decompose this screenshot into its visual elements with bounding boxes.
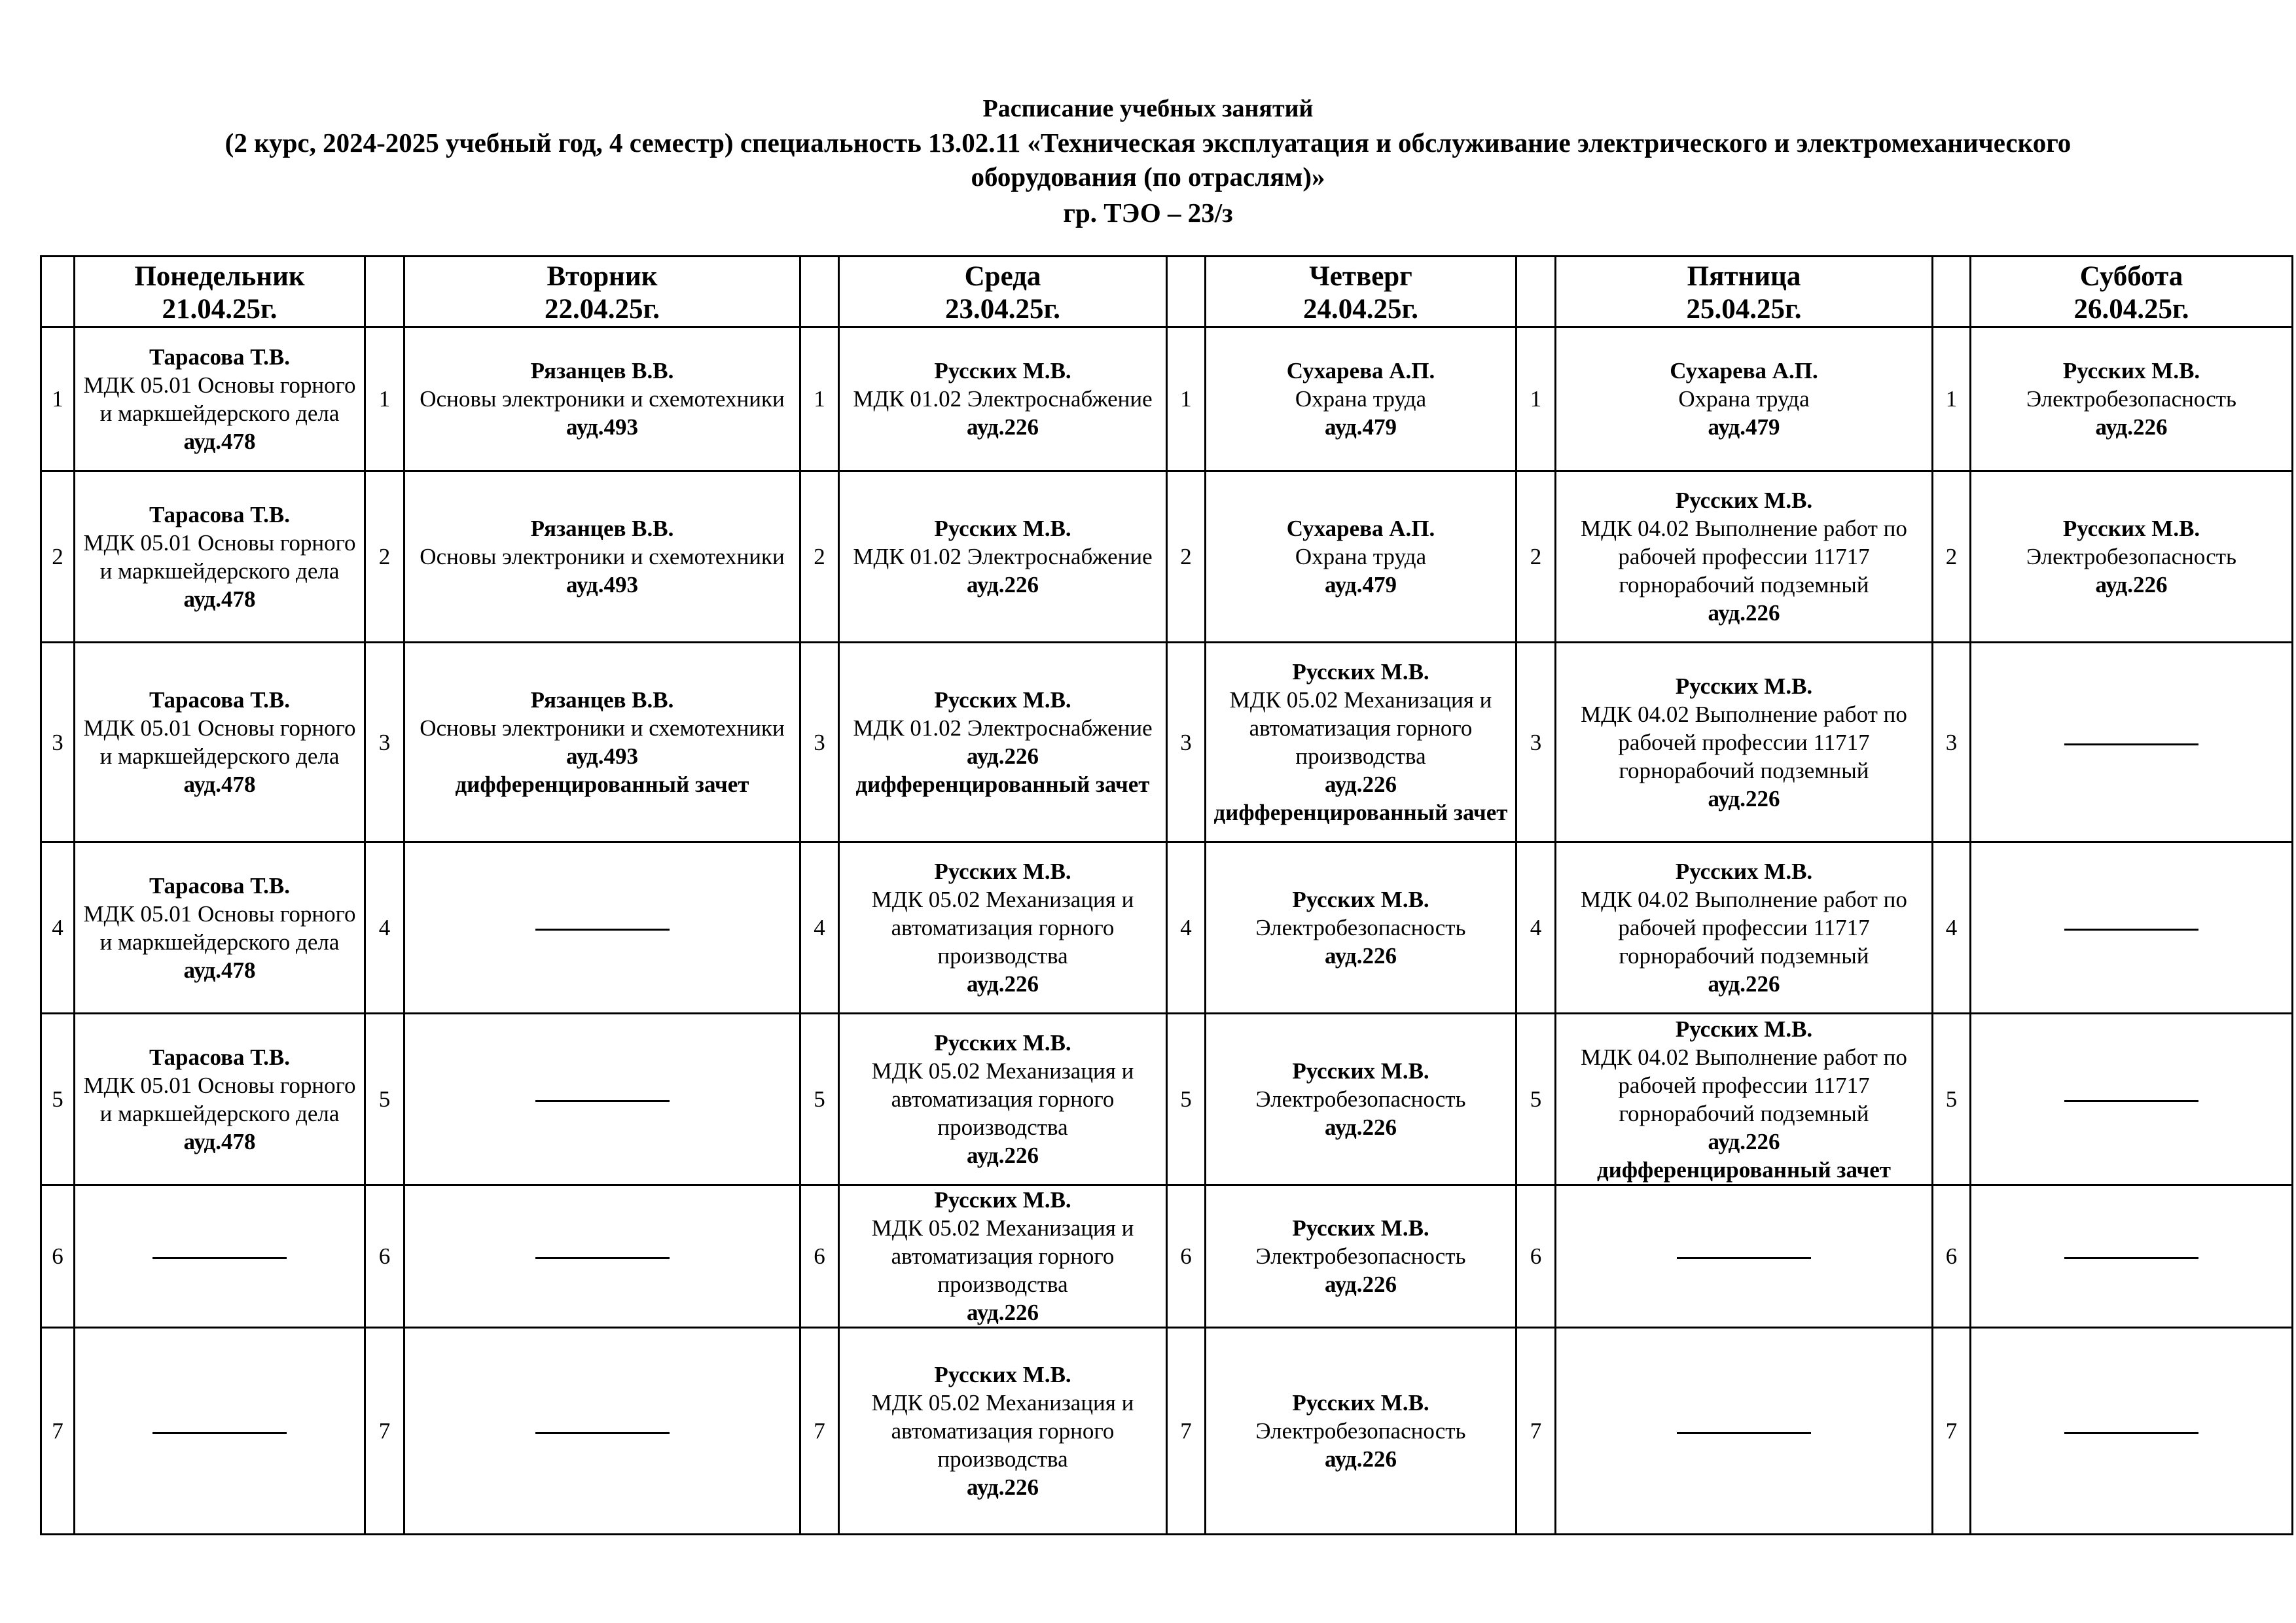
empty-slot [404,1328,800,1535]
teacher-name: Сухарева А.П. [1286,358,1435,383]
subject-name: Охрана труда [1295,386,1427,412]
pair-number: 4 [1516,842,1556,1014]
room-number: ауд.226 [1325,1272,1397,1297]
room-number: ауд.226 [2095,572,2168,597]
pair-number-header [1516,257,1556,327]
pair-number: 6 [1167,1185,1206,1328]
teacher-name: Русских М.В. [934,1187,1071,1213]
day-header [1206,257,1516,327]
teacher-name: Русских М.В. [934,859,1071,884]
room-number: ауд.226 [967,971,1039,997]
exam-note: дифференцированный зачет [1213,800,1508,825]
room-number: ауд.226 [1708,1128,1780,1154]
day-date: 25.04.25г. [1686,293,1802,325]
pair-number: 4 [1167,842,1206,1014]
subject-name: Основы электроники и схемотехники [420,544,785,569]
day-name: Пятница [1687,260,1801,292]
exam-note: дифференцированный зачет [1596,1156,1892,1183]
no-class-line [2064,743,2198,745]
teacher-name: Русских М.В. [934,1030,1071,1056]
teacher-name: Русских М.В. [1292,887,1429,912]
subject-name: МДК 01.02 Электроснабжение [853,386,1153,412]
pair-number: 6 [800,1185,839,1328]
subject-name: Электробезопасность [1255,1086,1466,1112]
pair-number: 5 [1167,1014,1206,1185]
teacher-name: Тарасова Т.В. [149,872,290,899]
subject-name: Электробезопасность [1255,1243,1466,1269]
pair-number: 6 [365,1185,404,1328]
subject-name: Электробезопасность [1255,1418,1466,1444]
table-row [41,1185,2293,1328]
lesson-cell [1206,471,1516,643]
teacher-name: Русских М.В. [934,516,1071,541]
no-class-line [2064,929,2198,931]
lesson-cell [75,842,365,1014]
room-number: ауд.226 [1325,1446,1397,1472]
no-class-line [535,1257,670,1259]
pair-number-header [365,257,404,327]
empty-slot [404,1014,800,1185]
teacher-name: Рязанцев В.В. [530,687,674,713]
pair-number: 7 [365,1328,404,1535]
subject-name: МДК 05.02 Механизация и автоматизация горного производства [871,1390,1134,1472]
no-class-line [1677,1257,1811,1259]
room-number: ауд.226 [967,1300,1039,1325]
day-name: Понедельник [134,260,305,292]
subject-name: Электробезопасность [2026,544,2237,569]
lesson-cell [75,327,365,471]
lesson-cell [75,643,365,842]
teacher-name: Русских М.В. [934,1362,1071,1387]
pair-number: 6 [1933,1185,1971,1328]
room-number: ауд.478 [183,586,256,612]
subject-name: МДК 01.02 Электроснабжение [853,715,1153,741]
teacher-name: Русских М.В. [1292,1058,1429,1084]
lesson-cell [1206,842,1516,1014]
pair-number-header [41,257,75,327]
teacher-name: Русских М.В. [1675,488,1813,513]
subject-name: МДК 01.02 Электроснабжение [853,544,1153,569]
lesson-cell [839,327,1167,471]
empty-slot [1971,643,2293,842]
subject-name: МДК 05.01 Основы горного и маркшейдерского дела [83,1072,356,1126]
lesson-cell [1556,327,1933,471]
empty-slot [1556,1328,1933,1535]
teacher-name: Русских М.В. [934,687,1071,713]
pair-number: 6 [1516,1185,1556,1328]
lesson-cell [839,471,1167,643]
room-number: ауд.226 [2095,414,2168,440]
subject-name: Электробезопасность [1255,915,1466,940]
subject-name: МДК 05.02 Механизация и автоматизация горного производства [871,1215,1134,1297]
lesson-cell [839,1185,1167,1328]
pair-number: 2 [1516,471,1556,643]
room-number: ауд.478 [183,428,256,454]
teacher-name: Русских М.В. [2062,358,2200,383]
document-subtitle-line1: (2 курс, 2024-2025 учебный год, 4 семестр) специальность 13.02.11 «Техническая эксплуатация и обслуживание электрического и электромеханического [224,128,2072,158]
table-row [41,842,2293,1014]
subject-name: МДК 05.02 Механизация и автоматизация горного производства [871,1058,1134,1140]
lesson-cell [1971,471,2293,643]
pair-number: 1 [1167,327,1206,471]
day-date: 24.04.25г. [1303,293,1418,325]
pair-number: 1 [1516,327,1556,471]
subject-name: МДК 05.01 Основы горного и маркшейдерского дела [83,529,356,584]
pair-number: 3 [1933,643,1971,842]
room-number: ауд.493 [566,743,638,769]
room-number: ауд.493 [566,414,638,440]
room-number: ауд.226 [1708,600,1780,626]
subject-name: Электробезопасность [2026,386,2237,412]
pair-number: 4 [365,842,404,1014]
day-name: Вторник [547,260,658,292]
room-number: ауд.226 [967,743,1039,769]
day-header-row [41,257,2293,327]
teacher-name: Сухарева А.П. [1670,358,1818,383]
pair-number: 1 [365,327,404,471]
no-class-line [152,1257,287,1259]
lesson-cell [1206,1014,1516,1185]
teacher-name: Сухарева А.П. [1286,516,1435,541]
day-date: 21.04.25г. [162,293,278,325]
room-number: ауд.478 [183,1128,256,1154]
subject-name: МДК 05.01 Основы горного и маркшейдерского дела [83,901,356,955]
no-class-line [152,1432,287,1434]
lesson-cell [404,327,800,471]
subject-name: Охрана труда [1678,386,1810,412]
day-header [1556,257,1933,327]
room-number: ауд.226 [967,1143,1039,1168]
pair-number: 3 [800,643,839,842]
subject-name: Основы электроники и схемотехники [420,715,785,741]
lesson-cell [1206,1185,1516,1328]
teacher-name: Русских М.В. [1675,1016,1813,1042]
pair-number: 1 [1933,327,1971,471]
pair-number: 5 [41,1014,75,1185]
table-row [41,327,2293,471]
subject-name: Охрана труда [1295,544,1427,569]
no-class-line [535,1432,670,1434]
subject-name: МДК 05.02 Механизация и автоматизация горного производства [871,887,1134,969]
pair-number: 7 [800,1328,839,1535]
pair-number: 1 [800,327,839,471]
room-number: ауд.479 [1325,572,1397,597]
pair-number: 2 [1167,471,1206,643]
pair-number: 1 [41,327,75,471]
empty-slot [75,1328,365,1535]
subject-name: МДК 04.02 Выполнение работ по рабочей профессии 11717 горнорабочий подземный [1581,701,1907,783]
lesson-cell [1971,327,2293,471]
lesson-cell [75,1014,365,1185]
group-label: гр. ТЭО – 23/з [1063,198,1233,228]
day-date: 26.04.25г. [2073,293,2189,325]
pair-number: 7 [1516,1328,1556,1535]
room-number: ауд.493 [566,572,638,597]
empty-slot [404,842,800,1014]
teacher-name: Рязанцев В.В. [530,358,674,383]
room-number: ауд.479 [1708,414,1780,440]
pair-number: 7 [1167,1328,1206,1535]
table-row [41,1328,2293,1535]
subject-name: Основы электроники и схемотехники [420,386,785,412]
table-row [41,643,2293,842]
pair-number: 3 [365,643,404,842]
pair-number: 5 [800,1014,839,1185]
exam-note: дифференцированный зачет [455,772,749,797]
empty-slot [1971,1014,2293,1185]
day-date: 23.04.25г. [945,293,1060,325]
document-header [0,92,2296,232]
no-class-line [2064,1432,2198,1434]
room-number: ауд.226 [1708,971,1780,997]
subject-name: МДК 05.01 Основы горного и маркшейдерского дела [83,372,356,426]
day-date: 22.04.25г. [545,293,660,325]
room-number: ауд.226 [1708,785,1780,812]
pair-number: 2 [41,471,75,643]
teacher-name: Тарасова Т.В. [149,501,290,527]
lesson-cell [1206,327,1516,471]
document-title: Расписание учебных занятий [982,95,1314,122]
pair-number: 4 [800,842,839,1014]
day-name: Среда [964,260,1041,292]
pair-number: 5 [1933,1014,1971,1185]
teacher-name: Русских М.В. [1292,1390,1429,1416]
day-header [839,257,1167,327]
teacher-name: Русских М.В. [1292,1215,1429,1241]
lesson-cell [1556,842,1933,1014]
schedule-table [40,255,2293,1535]
teacher-name: Русских М.В. [934,358,1071,383]
pair-number: 3 [1167,643,1206,842]
pair-number: 4 [1933,842,1971,1014]
no-class-line [2064,1257,2198,1259]
room-number: ауд.478 [183,957,256,983]
teacher-name: Русских М.В. [2062,516,2200,541]
teacher-name: Тарасова Т.В. [149,687,290,713]
room-number: ауд.226 [967,1474,1039,1500]
day-name: Суббота [2079,260,2183,292]
pair-number: 6 [41,1185,75,1328]
room-number: ауд.479 [1325,414,1397,440]
no-class-line [2064,1100,2198,1102]
pair-number-header [1167,257,1206,327]
subject-name: МДК 04.02 Выполнение работ по рабочей профессии 11717 горнорабочий подземный [1581,887,1907,969]
pair-number: 3 [1516,643,1556,842]
lesson-cell [1556,643,1933,842]
subject-name: МДК 04.02 Выполнение работ по рабочей профессии 11717 горнорабочий подземный [1581,1044,1907,1126]
lesson-cell [1556,471,1933,643]
pair-number: 7 [41,1328,75,1535]
lesson-cell [75,471,365,643]
empty-slot [1971,1185,2293,1328]
pair-number-header [1933,257,1971,327]
empty-slot [404,1185,800,1328]
room-number: ауд.226 [967,572,1039,597]
teacher-name: Русских М.В. [1292,659,1429,685]
table-row [41,1014,2293,1185]
day-header [404,257,800,327]
day-header [1971,257,2293,327]
day-name: Четверг [1309,260,1412,292]
lesson-cell [404,643,800,842]
room-number: ауд.226 [967,414,1039,440]
table-row [41,471,2293,643]
room-number: ауд.478 [183,772,256,797]
empty-slot [75,1185,365,1328]
teacher-name: Русских М.В. [1675,859,1813,884]
lesson-cell [839,842,1167,1014]
empty-slot [1971,842,2293,1014]
pair-number: 2 [1933,471,1971,643]
pair-number: 2 [365,471,404,643]
lesson-cell [404,471,800,643]
pair-number: 3 [41,643,75,842]
day-header [75,257,365,327]
room-number: ауд.226 [1325,1115,1397,1140]
subject-name: МДК 05.02 Механизация и автоматизация горного производства [1229,687,1492,769]
exam-note: дифференцированный зачет [855,772,1150,797]
lesson-cell [1206,1328,1516,1535]
pair-number: 2 [800,471,839,643]
subject-name: МДК 04.02 Выполнение работ по рабочей профессии 11717 горнорабочий подземный [1581,516,1907,597]
empty-slot [1971,1328,2293,1535]
lesson-cell [839,1328,1167,1535]
lesson-cell [839,1014,1167,1185]
teacher-name: Тарасова Т.В. [149,344,290,370]
pair-number: 5 [365,1014,404,1185]
teacher-name: Рязанцев В.В. [530,516,674,541]
lesson-cell [839,643,1167,842]
subject-name: МДК 05.01 Основы горного и маркшейдерского дела [83,715,356,769]
no-class-line [535,929,670,931]
pair-number: 5 [1516,1014,1556,1185]
room-number: ауд.226 [1325,772,1397,797]
pair-number: 4 [41,842,75,1014]
document-subtitle-line2: оборудования (по отраслям)» [971,162,1325,192]
no-class-line [535,1100,670,1102]
no-class-line [1677,1432,1811,1434]
teacher-name: Тарасова Т.В. [149,1044,290,1070]
room-number: ауд.226 [1325,943,1397,969]
teacher-name: Русских М.В. [1675,673,1813,699]
pair-number: 7 [1933,1328,1971,1535]
pair-number-header [800,257,839,327]
empty-slot [1556,1185,1933,1328]
lesson-cell [1556,1014,1933,1185]
lesson-cell [1206,643,1516,842]
